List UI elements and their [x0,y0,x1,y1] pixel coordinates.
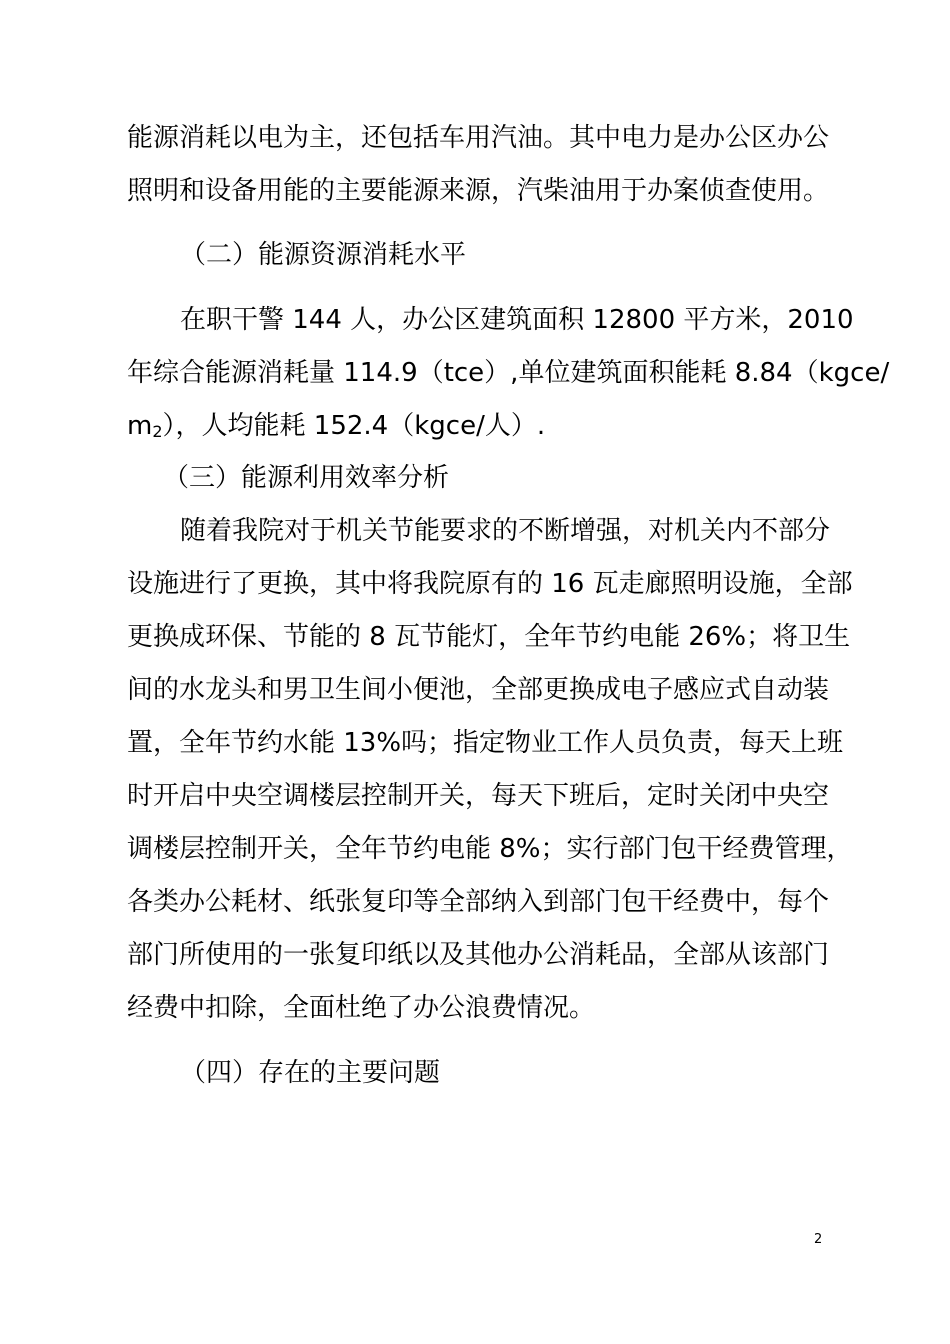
paragraph-line [127,411,827,447]
paragraph-line: 时开启中央空调楼层控制开关，每天下班后，定时关闭中央空 [127,781,830,811]
unit-text: m [127,411,153,441]
paragraph-line: 各类办公耗材、纸张复印等全部纳入到部门包干经费中，每个 [127,887,830,917]
paragraph-line: 设施进行了更换，其中将我院原有的 16 瓦走廊照明设施，全部 [127,569,853,599]
paragraph-line: 照明和设备用能的主要能源来源，汽柴油用于办案侦查使用。 [127,176,830,206]
paragraph-line: 置，全年节约水能 13%吗；指定物业工作人员负责，每天上班 [127,728,844,758]
paragraph-line: 年综合能源消耗量 114.9（tce）,单位建筑面积能耗 8.84（kgce/ [127,358,890,388]
unit-text-rest: ），人均能耗 152.4（kgce/人）. [162,411,546,441]
section-heading-4: （四）存在的主要问题 [180,1058,441,1088]
paragraph-line: 能源消耗以电为主，还包括车用汽油。其中电力是办公区办公 [127,123,830,153]
paragraph-line: 间的水龙头和男卫生间小便池，全部更换成电子感应式自动装 [127,675,830,705]
paragraph-line: 更换成环保、节能的 8 瓦节能灯，全年节约电能 26%；将卫生 [127,622,851,652]
paragraph-line: 调楼层控制开关，全年节约电能 8%；实行部门包干经费管理， [127,834,853,864]
section-heading-2: （二）能源资源消耗水平 [180,240,467,270]
paragraph-line: 随着我院对于机关节能要求的不断增强，对机关内不部分 [180,516,831,546]
unit-subscript: 2 [152,422,163,441]
paragraph-line: 经费中扣除，全面杜绝了办公浪费情况。 [127,993,596,1023]
paragraph-line: 部门所使用的一张复印纸以及其他办公消耗品，全部从该部门 [127,940,830,970]
section-heading-3: （三）能源利用效率分析 [163,463,450,493]
paragraph-line: 在职干警 144 人，办公区建筑面积 12800 平方米，2010 [180,305,854,335]
page-number: 2 [814,1232,823,1247]
